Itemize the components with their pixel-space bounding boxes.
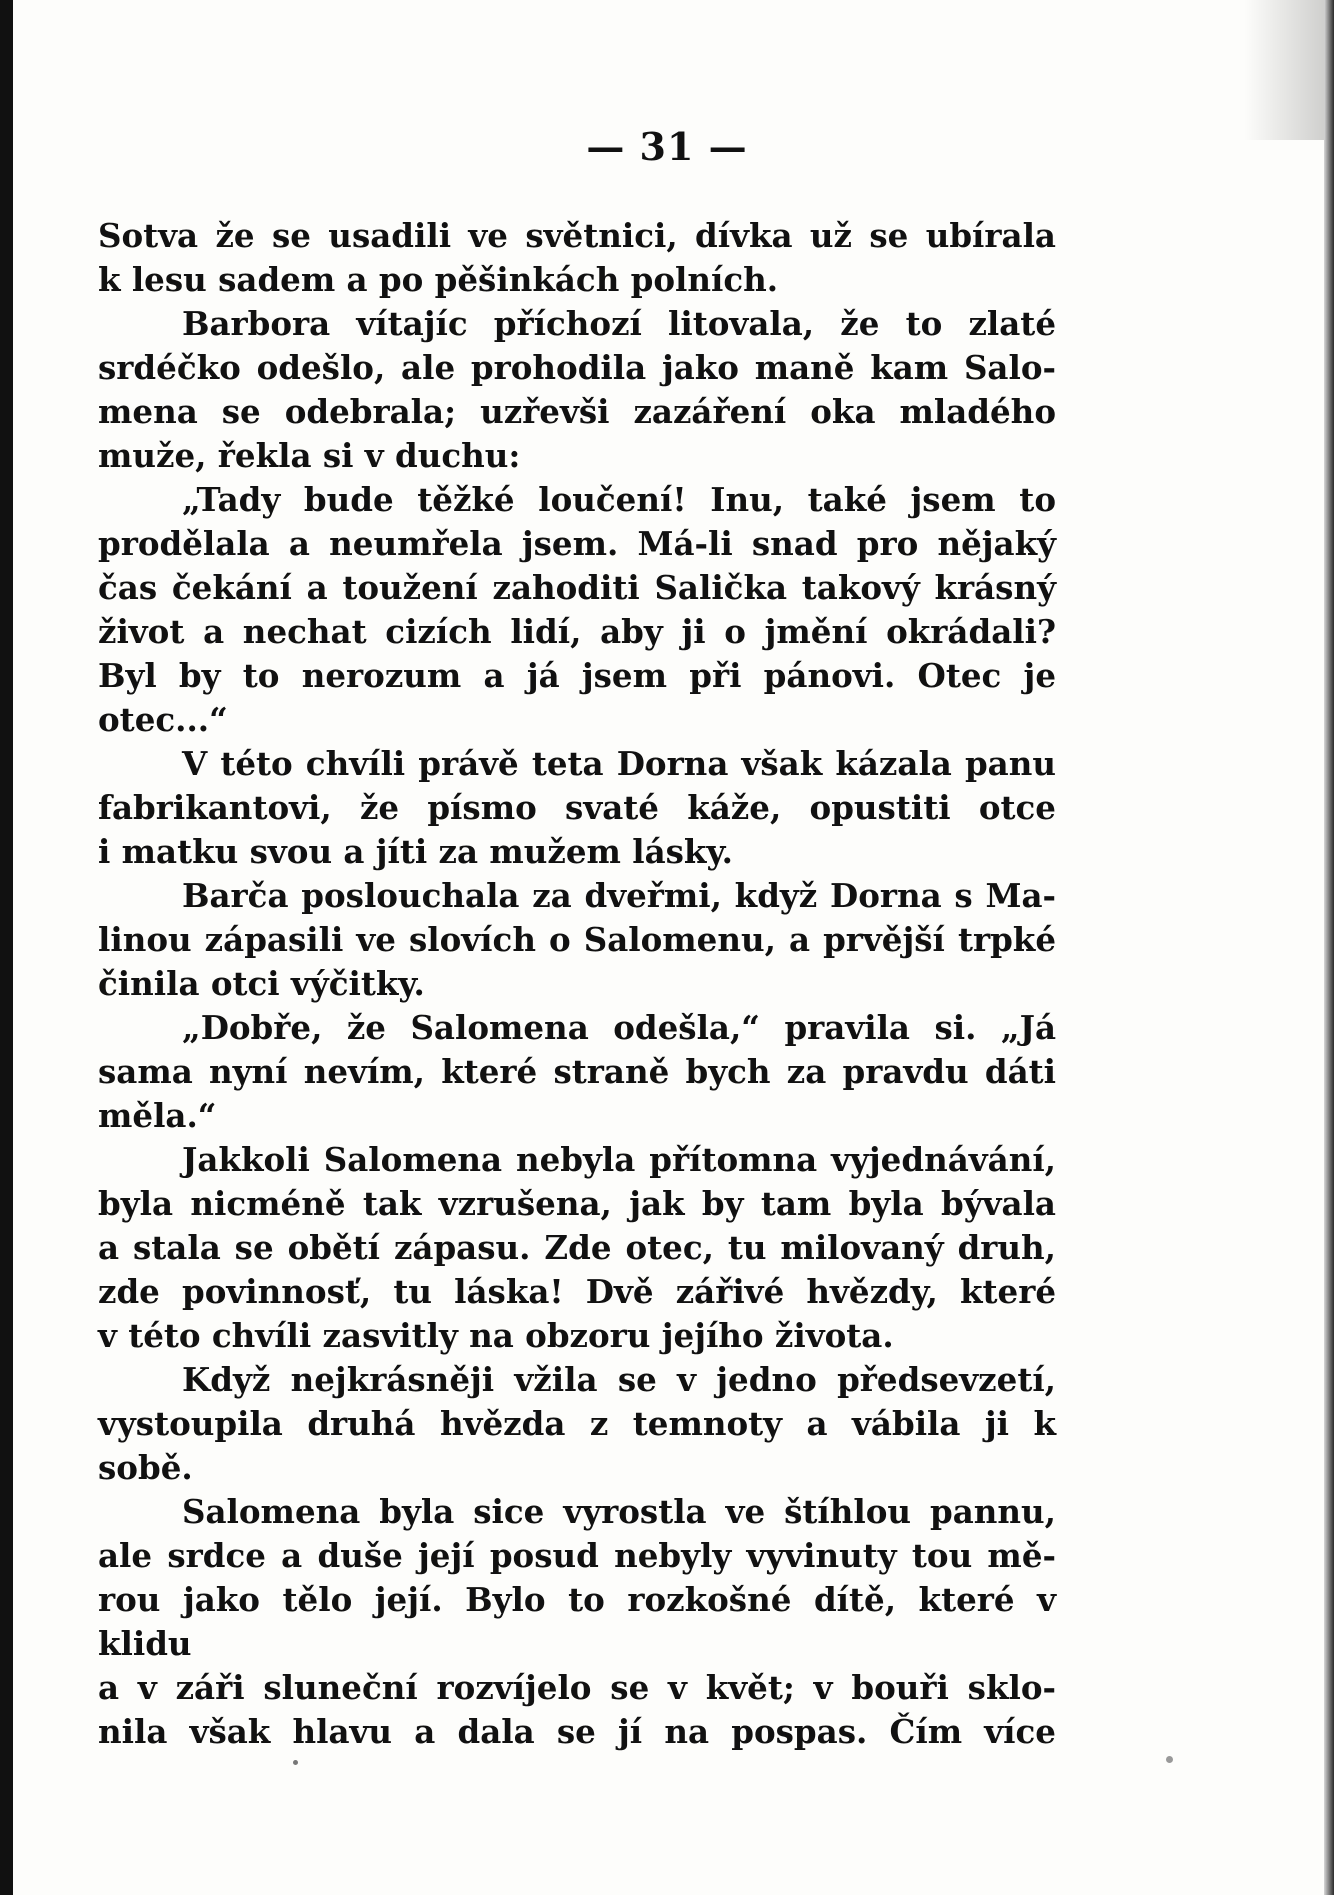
text-line: Barbora vítajíc příchozí litovala, že to zlaté [182,304,1056,343]
text-line: „Tady bude těžké loučení! Inu, také jsem to [182,480,1056,519]
text-line: Salomena byla sice vyrostla ve štíhlou pannu, [182,1492,1056,1531]
page-right-edge [1324,0,1334,1895]
scan-speck [293,1760,298,1765]
text-line: v této chvíli zasvitly na obzoru jejího života. [98,1316,894,1355]
page-number: — 31 — [586,124,748,169]
text-line: ale srdce a duše její posud nebyly vyvinuty tou mě- [98,1536,1056,1575]
text-line: k lesu sadem a po pěšinkách polních. [98,260,779,299]
text-line: zde povinnosť, tu láska! Dvě zářivé hvězdy, které [98,1272,1056,1311]
text-line: čas čekání a toužení zahoditi Salička takový krásný [98,568,1056,607]
scan-speck [1166,1756,1173,1763]
text-line: nila však hlavu a dala se jí na pospas. Čím více [98,1712,1056,1751]
text-line: „Dobře, že Salomena odešla,“ pravila si. „Já [182,1008,1056,1047]
body-text [98,214,1056,1754]
text-line: V této chvíli právě teta Dorna však kázala panu [182,744,1056,783]
scan-shadow [1244,0,1324,140]
text-line: Barča poslouchala za dveřmi, když Dorna s Ma- [182,876,1056,915]
text-line: rou jako tělo její. Bylo to rozkošné dítě, které v klidu [98,1580,1056,1663]
text-line: měla.“ [98,1096,217,1135]
text-line: a v záři sluneční rozvíjelo se v květ; v bouři sklo- [98,1668,1056,1707]
text-line: i matku svou a jíti za mužem lásky. [98,832,733,871]
text-line: otec...“ [98,700,228,739]
text-line: Sotva že se usadili ve světnici, dívka už se ubírala [98,216,1056,255]
text-line: muže, řekla si v duchu: [98,436,521,475]
text-line: Když nejkrásněji vžila se v jedno předsevzetí, [182,1360,1056,1399]
text-line: život a nechat cizích lidí, aby ji o jmění okrádali? [98,612,1056,651]
text-line: sama nyní nevím, které straně bych za pravdu dáti [98,1052,1056,1091]
text-line: a stala se obětí zápasu. Zde otec, tu milovaný druh, [98,1228,1056,1267]
text-line: mena se odebrala; uzřevši zazáření oka mladého [98,392,1056,431]
text-line: Jakkoli Salomena nebyla přítomna vyjednávání, [182,1140,1056,1179]
text-line: vystoupila druhá hvězda z temnoty a vábila ji k sobě. [98,1404,1056,1487]
text-line: srdéčko odešlo, ale prohodila jako maně kam Salo- [98,348,1056,387]
text-line: činila otci výčitky. [98,964,425,1003]
page-binding-edge [0,0,13,1895]
text-line: Byl by to nerozum a já jsem při pánovi. Otec je [98,656,1056,695]
text-line: prodělala a neumřela jsem. Má-li snad pro nějaký [98,524,1056,563]
text-line: linou zápasili ve slovích o Salomenu, a prvější trpké [98,920,1056,959]
text-line: byla nicméně tak vzrušena, jak by tam byla bývala [98,1184,1056,1223]
text-line: fabrikantovi, že písmo svaté káže, opustiti otce [98,788,1056,827]
